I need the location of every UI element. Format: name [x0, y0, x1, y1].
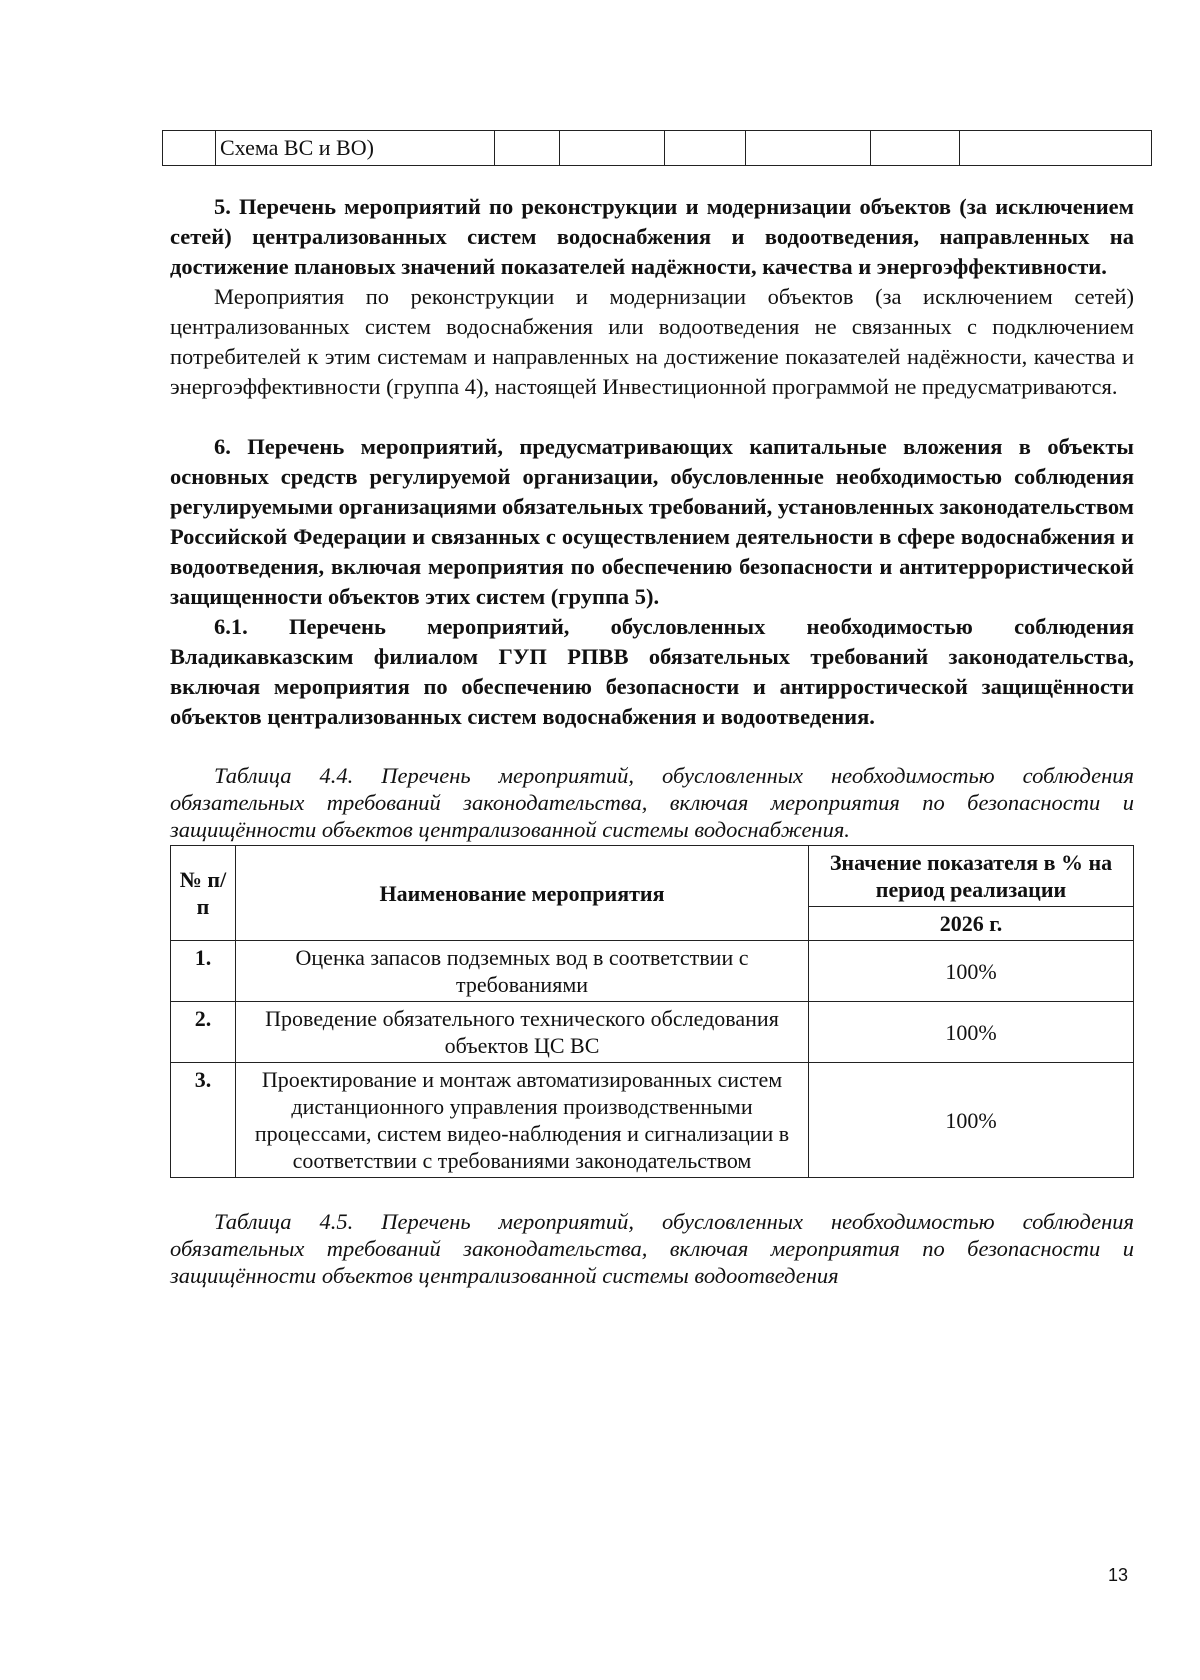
row-num: 2. — [171, 1002, 236, 1063]
row-value: 100% — [809, 1063, 1134, 1178]
table-cell — [163, 131, 216, 166]
header-num: № п/п — [171, 846, 236, 941]
table44-caption: Таблица 4.4. Перечень мероприятий, обусловленных необходимостью соблюдения обязательных требований законодательства, включая мероприятия по безопасности и защищённости объектов централизованной системы водоснабжения. — [170, 763, 1134, 842]
table-cell — [746, 131, 871, 166]
page-number: 13 — [1108, 1565, 1129, 1585]
table-cell — [560, 131, 665, 166]
document-body — [170, 192, 1134, 1289]
row-value: 100% — [809, 941, 1134, 1002]
table-row — [171, 1063, 1134, 1178]
section6-heading: 6. Перечень мероприятий, предусматривающих капитальные вложения в объекты основных средств регулируемой организации, обусловленные необходимостью соблюдения регулируемыми организациями обязательных требований, установленных законодательством Российской Федерации и связанных с осуществлением деятельности в сфере водоснабжения и водоотведения, включая мероприятия по обеспечению безопасности и антитеррористической защищенности объектов этих систем (группа 5). — [170, 434, 1135, 609]
table-cell — [665, 131, 746, 166]
row-name: Оценка запасов подземных вод в соответствии с требованиями — [236, 941, 809, 1002]
header-name: Наименование мероприятия — [236, 846, 809, 941]
row-num: 1. — [171, 941, 236, 1002]
table-row — [171, 1002, 1134, 1063]
table-row — [171, 941, 1134, 1002]
table44 — [170, 845, 1134, 1178]
section61-heading: 6.1. Перечень мероприятий, обусловленных необходимостью соблюдения Владикавказским филиалом ГУП РПВВ обязательных требований законодательства, включая мероприятия по обеспечению безопасности и антирростической защищённости объектов централизованных систем водоснабжения и водоотведения. — [170, 614, 1134, 729]
table-cell — [960, 131, 1152, 166]
header-value: Значение показателя в % на период реализации — [809, 846, 1134, 907]
table-cell — [871, 131, 960, 166]
row-num: 3. — [171, 1063, 236, 1178]
table-cell-text: Схема ВС и ВО) — [216, 131, 495, 166]
header-year: 2026 г. — [809, 907, 1134, 941]
row-name: Проведение обязательного технического обследования объектов ЦС ВС — [236, 1002, 809, 1063]
section5-heading: 5. Перечень мероприятий по реконструкции и модернизации объектов (за исключением сетей) централизованных систем водоснабжения и водоотведения, направленных на достижение плановых значений показателей надёжности, качества и энергоэффективности. — [170, 194, 1134, 279]
previous-table-tail — [162, 130, 1152, 166]
table45-caption: Таблица 4.5. Перечень мероприятий, обусловленных необходимостью соблюдения обязательных требований законодательства, включая мероприятия по безопасности и защищённости объектов централизованной системы водоотведения — [170, 1209, 1134, 1288]
table-cell — [495, 131, 560, 166]
row-name: Проектирование и монтаж автоматизированных систем дистанционного управления производственными процессами, систем видео-наблюдения и сигнализации в соответствии с требованиями законодательством — [236, 1063, 809, 1178]
row-value: 100% — [809, 1002, 1134, 1063]
section5-text: Мероприятия по реконструкции и модернизации объектов (за исключением сетей) централизованных систем водоснабжения или водоотведения не связанных с подключением потребителей к этим системам и направленных на достижение показателей надёжности, качества и энергоэффективности (группа 4), настоящей Инвестиционной программой не предусматриваются. — [170, 284, 1134, 399]
